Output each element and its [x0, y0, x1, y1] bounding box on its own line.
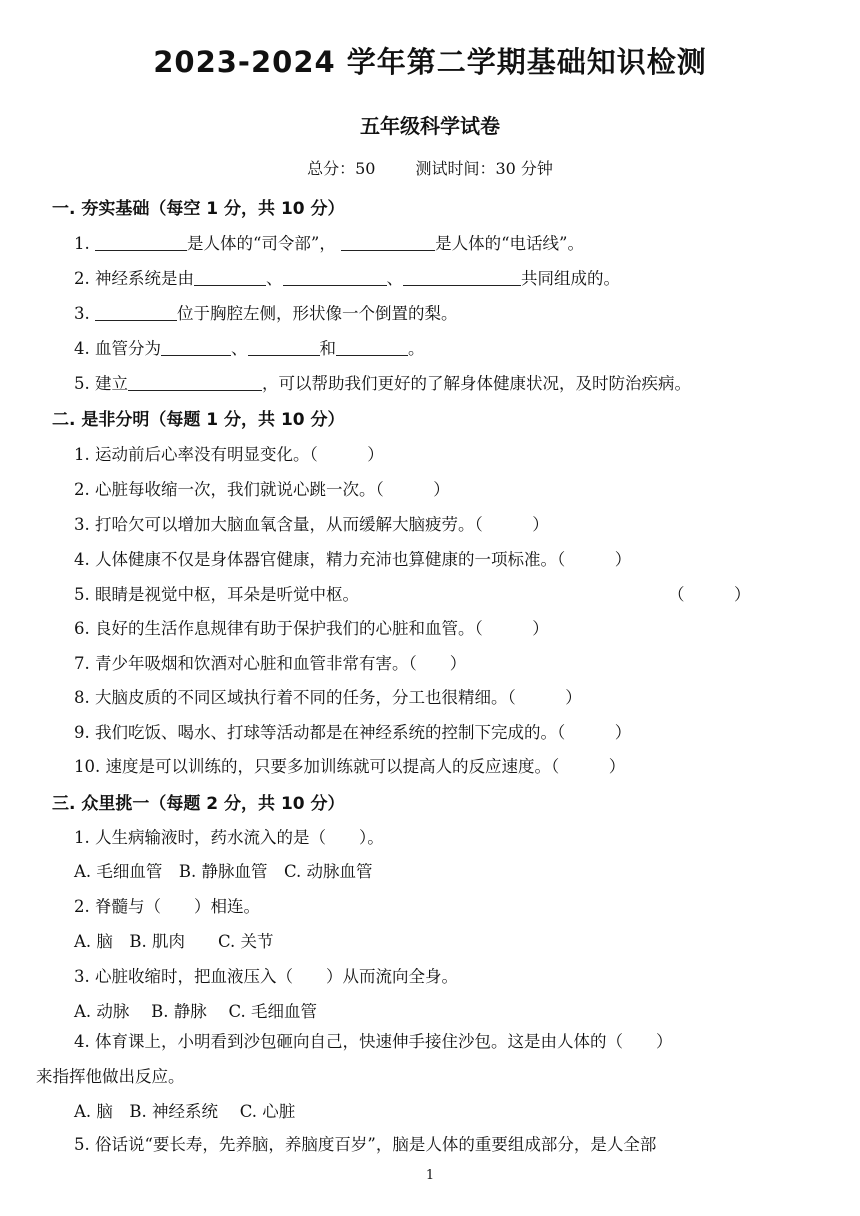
choice-question-2: 2. 脊髓与（ ）相连。 — [74, 897, 260, 916]
fill-question-5: 5. 建立 ，可以帮助我们更好的了解身体健康状况，及时防治疾病。 — [74, 374, 691, 393]
exam-title: 2023-2024 学年第二学期基础知识检测 — [153, 45, 707, 79]
section-heading-1: 一. 夯实基础（每空 1 分，共 10 分） — [52, 199, 345, 219]
fill-question-3: 3. 位于胸腔左侧，形状像一个倒置的梨。 — [74, 304, 458, 323]
choice-question-4-continuation: 来指挥他做出反应。 — [36, 1067, 185, 1086]
fill-question-1: 1. 是人体的“司令部”， 是人体的“电话线”。 — [74, 234, 584, 253]
choice-question-3: 3. 心脏收缩时，把血液压入（ ）从而流向全身。 — [74, 967, 458, 986]
answer-blank[interactable] — [194, 269, 266, 286]
page-number: 1 — [425, 1168, 435, 1183]
answer-blank[interactable] — [283, 269, 387, 286]
answer-blank[interactable] — [403, 269, 521, 286]
answer-blank[interactable] — [336, 339, 408, 356]
answer-blank[interactable] — [95, 234, 187, 251]
choice-options-1: A. 毛细血管 B. 静脉血管 C. 动脉血管 — [74, 862, 373, 881]
answer-blank[interactable] — [128, 374, 262, 391]
choice-question-1: 1. 人生病输液时，药水流入的是（ ）。 — [74, 828, 384, 847]
choice-question-5: 5. 俗话说“要长寿，先养脑，养脑度百岁”，脑是人体的重要组成部分，是人全部 — [74, 1135, 657, 1154]
answer-paren[interactable]: （ ） — [668, 585, 751, 604]
answer-blank[interactable] — [95, 304, 177, 321]
fill-question-4: 4. 血管分为 、 和 。 — [74, 339, 425, 358]
answer-blank[interactable] — [341, 234, 435, 251]
judge-question-2: 2. 心脏每收缩一次，我们就说心跳一次。（ ） — [74, 480, 450, 499]
judge-question-3: 3. 打哈欠可以增加大脑血氧含量，从而缓解大脑疲劳。（ ） — [74, 515, 549, 534]
total-score: 总分：50 — [307, 159, 376, 178]
section-heading-2: 二. 是非分明（每题 1 分，共 10 分） — [52, 410, 345, 430]
judge-question-4: 4. 人体健康不仅是身体器官健康，精力充沛也算健康的一项标准。（ ） — [74, 550, 632, 569]
answer-blank[interactable] — [161, 339, 231, 356]
choice-options-4: A. 脑 B. 神经系统 C. 心脏 — [74, 1102, 296, 1121]
answer-blank[interactable] — [248, 339, 320, 356]
judge-question-1: 1. 运动前后心率没有明显变化。（ ） — [74, 445, 384, 464]
judge-question-10: 10. 速度是可以训练的，只要多加训练就可以提高人的反应速度。（ ） — [74, 757, 626, 776]
fill-question-2: 2. 神经系统是由 、 、 共同组成的。 — [74, 269, 620, 288]
test-time: 测试时间：30 分钟 — [415, 159, 553, 178]
exam-meta — [0, 156, 860, 179]
choice-options-3: A. 动脉 B. 静脉 C. 毛细血管 — [74, 1002, 318, 1021]
exam-subtitle: 五年级科学试卷 — [360, 114, 500, 138]
judge-question-9: 9. 我们吃饭、喝水、打球等活动都是在神经系统的控制下完成的。（ ） — [74, 723, 632, 742]
judge-question-6: 6. 良好的生活作息规律有助于保护我们的心脏和血管。（ ） — [74, 619, 549, 638]
judge-question-7: 7. 青少年吸烟和饮酒对心脏和血管非常有害。（ ） — [74, 654, 467, 673]
choice-options-2: A. 脑 B. 肌肉 C. 关节 — [74, 932, 274, 951]
section-heading-3: 三. 众里挑一（每题 2 分，共 10 分） — [52, 794, 345, 814]
judge-question-8: 8. 大脑皮质的不同区域执行着不同的任务，分工也很精细。（ ） — [74, 688, 582, 707]
choice-question-4: 4. 体育课上，小明看到沙包砸向自己，快速伸手接住沙包。这是由人体的（ ） — [74, 1032, 673, 1051]
judge-question-5: 5. 眼睛是视觉中枢，耳朵是听觉中枢。 — [74, 585, 359, 604]
